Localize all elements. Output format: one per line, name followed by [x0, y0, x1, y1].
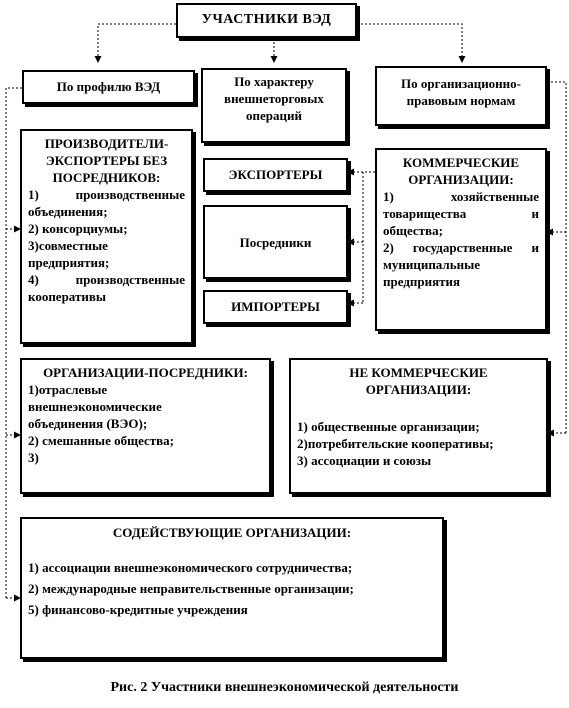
- arrow-root-to-profile: [98, 24, 176, 62]
- intermediary-orgs-box: [20, 358, 271, 494]
- producers-box: [20, 129, 193, 344]
- commercial-title: КОММЕРЧЕСКИЕ ОРГАНИЗАЦИИ:: [402, 155, 520, 187]
- producers-item: 4) производственные кооперативы: [28, 272, 185, 304]
- figure-caption: Рис. 2 Участники внешнеэкономической деятельности: [110, 680, 459, 695]
- legal-category-box: [375, 66, 547, 126]
- intermediaries-label: Посредники: [239, 235, 312, 250]
- root-box: [176, 3, 357, 38]
- character-category-box: [201, 68, 347, 143]
- bracket-commercial: [363, 172, 375, 303]
- intermediaries-box: [203, 205, 348, 279]
- producers-item: 1) производственные объединения;: [28, 187, 185, 219]
- noncommercial-item: 2)потребительские кооперативы;: [297, 436, 494, 451]
- root-label: УЧАСТНИКИ ВЭД: [201, 12, 332, 27]
- profile-category-label: По профилю ВЭД: [56, 79, 161, 94]
- legal-category-label: По организационно-правовым нормам: [401, 76, 521, 108]
- producers-title: ПРОИЗВОДИТЕЛИ-ЭКСПОРТЕРЫ БЕЗ ПОСРЕДНИКОВ:: [44, 136, 169, 185]
- assisting-title: СОДЕЙСТВУЮЩИЕ ОРГАНИЗАЦИИ:: [112, 525, 352, 540]
- profile-category-box: [22, 70, 195, 104]
- commercial-box: [375, 148, 547, 331]
- commercial-item: 2) государственные и муниципальные предприятия: [383, 240, 539, 289]
- arrow-root-to-legal: [357, 24, 462, 62]
- noncommercial-item: 1) общественные организации;: [297, 419, 480, 434]
- noncommercial-item: 3) ассоциации и союзы: [297, 453, 432, 468]
- assisting-item: 2) международные неправительственные организации;: [28, 581, 354, 596]
- producers-item: 2) консорциумы;: [28, 221, 128, 236]
- exporters-label: ЭКСПОРТЕРЫ: [228, 167, 323, 182]
- character-category-label: По характеру внешнеторговых операций: [224, 74, 324, 123]
- intermediary-orgs-item: 1)отраслевые внешнеэкономические объединения (ВЭО);: [28, 382, 162, 431]
- noncommercial-box: [289, 358, 548, 494]
- intermediary-orgs-title: ОРГАНИЗАЦИИ-ПОСРЕДНИКИ:: [43, 365, 248, 380]
- importers-label: ИМПОРТЕРЫ: [231, 299, 320, 314]
- producers-item: 3)совместные предприятия;: [28, 238, 110, 270]
- bracket-legal: [547, 82, 566, 433]
- commercial-item: 1) хозяйственные товарищества и общества;: [383, 189, 539, 238]
- assisting-item: 5) финансово-кредитные учреждения: [28, 602, 248, 617]
- intermediary-orgs-item: 3): [28, 450, 39, 465]
- noncommercial-title: НЕ КОММЕРЧЕСКИЕ ОРГАНИЗАЦИИ:: [349, 365, 488, 397]
- importers-box: [203, 290, 348, 324]
- assisting-item: 1) ассоциации внешнеэкономического сотрудничества;: [28, 560, 353, 575]
- exporters-box: [203, 158, 348, 192]
- intermediary-orgs-item: 2) смешанные общества;: [28, 433, 175, 448]
- assisting-box: [20, 517, 444, 659]
